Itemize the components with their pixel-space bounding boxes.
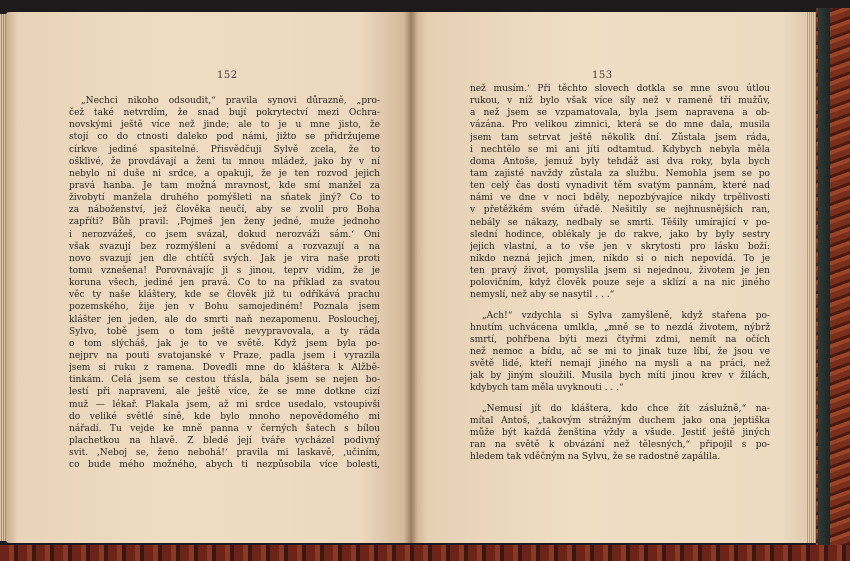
text-line: církve jediné spasitelné. Přisvědčuji Sylvě zcela, že to <box>69 144 380 155</box>
text-line: kdybych tam měla uvyknouti . . .“ <box>470 383 624 394</box>
text-line: jsem si ruku z ramena. Dovedli mne do kláštera k Alžbě- <box>69 363 380 374</box>
text-line: tam zajisté navždy zůstala za službu. Nemohla jsem se po <box>470 168 770 179</box>
text-line: než musím.‘ Při těchto slovech dotkla se mne svou útlou <box>470 84 770 94</box>
book-cover-bottom <box>0 545 850 561</box>
text-line: světě lidé, kteří nemají jiného na mysli a na práci, než <box>470 359 770 370</box>
text-line: novskými ještě více než jinde; ale to je u mne jisto, že <box>69 120 380 131</box>
page-number-right: 153 <box>592 70 613 81</box>
text-line: rukou, v níž bylo však více síly než v rameně tří mužův, <box>470 96 770 107</box>
text-line: „Nemusí jít do kláštera, kdo chce žít záslužně,“ na- <box>482 403 770 414</box>
text-line: „Nechci nikoho odsoudit,“ pravila synovi důrazně, „pro- <box>81 96 380 106</box>
text-line: lestí při napravení, ale ještě více, že se mne dotkne cizí <box>69 387 380 398</box>
text-line: klášter jen jeden, ale do smrti naň nezapomenu. Poslouchej, <box>69 314 380 325</box>
text-line: ran na světě k obvázání než tělesných,“ připojil s po- <box>470 439 770 450</box>
text-line: mítal Antoš, „takovým strážným duchem jako ona jeptiška <box>470 415 770 426</box>
book-gutter <box>404 12 418 543</box>
text-line: Sylvo, tobě jsem o tom ještě nevypravovala, a ty ráda <box>69 326 380 337</box>
text-line: hledem tak vděčným na Sylvu, že se radostně zapálila. <box>470 452 721 463</box>
text-line: o tom slýcháš, jak je to ve světě. Když jsem byla po- <box>69 338 380 349</box>
text-line: svit. ‚Neboj se, ženo nebohá!‘ pravila mi laskavě, ‚učiním, <box>69 448 380 459</box>
text-line: nejprv na pouti svatojanské v Praze, padla jsem i vyrazila <box>69 350 380 361</box>
text-line: než nemoc a bídu, ač se mi to jinak tuze líbí, že jsou ve <box>470 346 770 357</box>
text-line: muž — lékař. Plakala jsem, až mi srdce usedalo, vstoupivši <box>69 399 380 410</box>
text-line: zapříti? Bůh pravil: ‚Pojmeš jen ženy jedné, muže jednoho <box>69 217 380 228</box>
text-line: živobytí manžela druhého pomýšleti na sňatek jiný? Co to <box>69 193 380 204</box>
text-line: může být každá ženština vždy a všude. Jestiť ještě jiných <box>470 427 770 438</box>
paragraph-gap <box>470 302 770 310</box>
text-line: jejich vlastní, a to vše jen v skrytosti pro lásku boží: <box>470 241 770 252</box>
text-line: hnutím uchvácena umlkla, „mně se to nezdá životem, nýbrž <box>470 322 770 333</box>
text-line: nikdo nezná jejich jmen, nikdo si o nich nepovídá. To je <box>470 253 770 264</box>
text-line: slední hodince, oblékaly je do rakve, jako by byly sestry <box>470 229 770 240</box>
text-line: stojí co do ctnosti daleko pod námi, jižto se přidržujeme <box>69 132 380 143</box>
text-line: ten pravý život, pomyslila jsem si nejednou, životem je jen <box>470 266 770 277</box>
page-number-left: 152 <box>217 70 238 81</box>
text-line: i nechtělo se mi ani jíti odtamtud. Kdybych nebyla měla <box>470 144 770 155</box>
text-line: do veliké světlé síně, kde bylo mnoho nepovědomého mi <box>69 411 380 422</box>
text-line: tomu vznešena! Porovnávajíc ji s jinou, teprv vidím, že je <box>69 265 380 276</box>
text-line: námi ve dne v noci bděly, nepozbývajíce nikdy trpělivosti <box>470 193 770 204</box>
text-line: nebylo ni duše ni srdce, a opakuji, že je ten rozvod jejich <box>69 168 380 179</box>
text-line: pozemského, žije jen v Bohu samojediném! Poznala jsem <box>69 302 380 313</box>
right-page <box>410 12 816 543</box>
text-line: ošklivé, že provdávají a ženi tu mnou mládež, jako by v ní <box>69 156 380 167</box>
text-line: koruna všech, jediné jen pravá. Co to na příklad za svatou <box>69 278 380 289</box>
text-line: nemyslí, než aby se nasytil . . .“ <box>470 290 615 301</box>
text-line: smrtí, pohřbena býti mezi čtyřmi zdmi, nemít na očích <box>470 334 770 345</box>
book-cover-right <box>816 8 850 551</box>
text-line: nářadí. Tu vejde ke mně panna v černých šatech s bílou <box>69 423 380 434</box>
text-line: a než jsem se vzpamatovala, byla jsem napravena a ob- <box>470 108 770 119</box>
text-line: ten celý čas dosti vynadivit těm svatým pannám, které nad <box>470 181 770 192</box>
text-line: věc ty naše kláštery, kde se člověk již tu odříkává prachu <box>69 290 380 301</box>
text-line: pravá hanba. Je tam možná mravnost, kde smí manžel za <box>69 180 380 191</box>
text-line: tinkám. Celá jsem se cestou třásla, bála jsem se nejen bo- <box>69 375 380 386</box>
text-line: co bude mého možného, abych ti nezpůsobila více bolesti, <box>69 460 380 471</box>
text-line: jsem tam setrvat ještě několik dní. Zůstala jsem ráda, <box>470 132 770 143</box>
text-line: vázána. Pro velikou zimnici, která se do mne dala, musila <box>470 120 770 131</box>
right-page-text <box>470 83 770 463</box>
text-line: jak by jiným sloužili. Musila bych míti jinou krev v žilách, <box>470 371 770 382</box>
text-line: za náboženství, jež člověka neučí, aby se zvolil pro Boha <box>69 205 380 216</box>
paragraph-gap <box>470 395 770 403</box>
text-line: nebály se nákazy, nedbaly se smrti. Těšily umírající v po- <box>470 217 770 228</box>
left-page-text <box>69 95 380 471</box>
text-line: i nerozvážeš, co jsem svázal, dokud nerozváži sám.‘ Oni <box>69 229 380 240</box>
text-line: novo svazují jen dle chtíčů svých. Jak je vira naše proti <box>69 253 380 264</box>
text-line: „Ach!“ vzdychla si Sylva zamyšleně, když stařena po- <box>482 310 770 321</box>
text-line: plachetkou na hlavě. Z bledé její tváře vycházel podivný <box>69 435 380 446</box>
text-line: čež také netvrdím, že snad bují pokrytectví mezi Ochra- <box>69 108 380 119</box>
text-line: doma Antoše, jemuž byly tehdáž asi dva roky, byla bych <box>470 156 770 167</box>
left-page <box>6 12 410 543</box>
text-line: však svazují bez rozmýšlení a svědomí a rozvazují a na <box>69 241 380 252</box>
text-line: polovičním, když člověk pouze seje a sklízí a na nic jiného <box>470 278 770 289</box>
text-line: v přetěžkém svém úřadě. Nešitily se nejhnusnějších ran, <box>470 205 770 216</box>
